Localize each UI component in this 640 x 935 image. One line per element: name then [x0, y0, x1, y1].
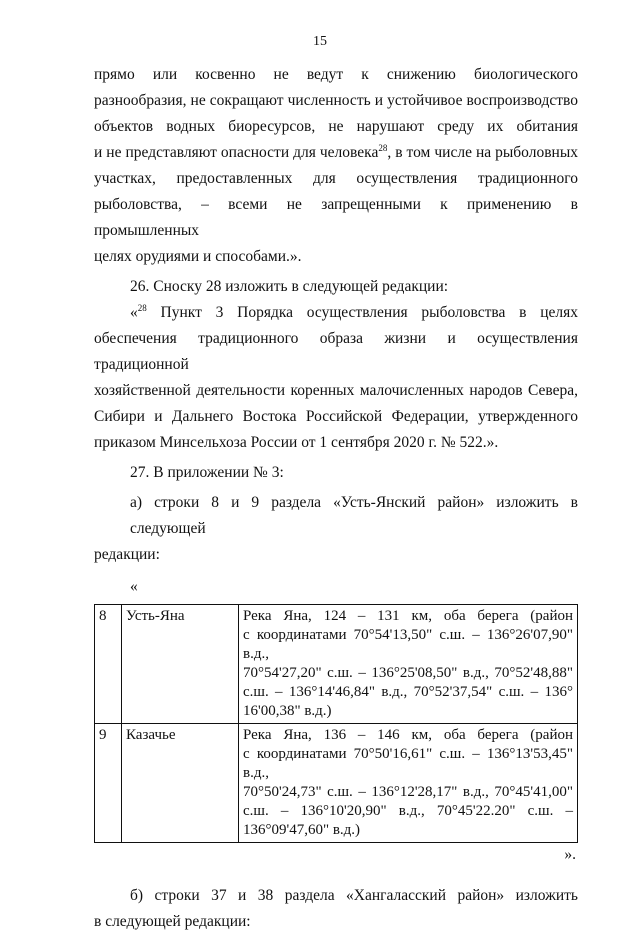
text-line: редакции: [94, 546, 160, 563]
text-line: приказом Минсельхоза России от 1 сентября 2020 г. № 522.». [94, 434, 499, 451]
text-line: с.ш. – 136°14'46,84" в.д., 70°52'37,54" с.ш. – 136° [243, 684, 573, 700]
text-line: 70°50'24,73" с.ш. – 136°12'28,17" в.д., 70°45'41,00" [243, 784, 573, 800]
text-line: целях орудиями и способами.». [94, 248, 302, 265]
text-line: 70°54'27,20" с.ш. – 136°25'08,50" в.д., 70°52'48,88" [243, 665, 573, 681]
text-line: объектов водных биоресурсов, не нарушают среду их обитания [94, 118, 578, 135]
footnote-number: 28 [137, 302, 147, 313]
text-line: Река Яна, 124 – 131 км, оба берега (район [243, 608, 573, 624]
text-line: б) строки 37 и 38 раздела «Хангаласский район» изложить [130, 887, 578, 904]
text-line: участках, предоставленных для осуществления традиционного [94, 170, 578, 187]
text-line: Река Яна, 136 – 146 км, оба берега (район [243, 727, 573, 743]
row-place: Казачье [122, 724, 239, 843]
page-number: 15 [313, 34, 327, 49]
row-place: Усть-Яна [122, 605, 239, 724]
document-body [94, 62, 578, 935]
text-line [94, 300, 578, 326]
closing-quote: ». [564, 846, 576, 863]
text-line: с координатами 70°50'16,61" с.ш. – 136°13'53,45" в.д., [243, 746, 573, 781]
item-27: 27. В приложении № 3: [130, 464, 284, 481]
text-line: разнообразия, не сокращают численность и устойчивое воспроизводство [94, 92, 578, 109]
text-line: 16'00,38" в.д.) [243, 703, 332, 719]
row-description [239, 605, 578, 724]
row-number: 8 [95, 605, 122, 724]
fishing-areas-table [94, 604, 578, 843]
item-27a [94, 490, 578, 568]
text-line: а) строки 8 и 9 раздела «Усть-Янский район» изложить в следующей [130, 494, 578, 537]
spacer [94, 865, 578, 883]
text-line: прямо или косвенно не ведут к снижению биологического [94, 66, 578, 83]
table-row [95, 605, 578, 724]
text-line: в следующей редакции: [94, 913, 251, 930]
text-line-with-footnote [94, 140, 578, 166]
opening-quote: « [130, 578, 138, 595]
quote-mark: « [130, 304, 138, 321]
text-line: с.ш. – 136°10'20,90" в.д., 70°45'22.20" с.ш. – [243, 803, 573, 819]
footnote-ref: 28 [378, 142, 388, 153]
text-line: рыболовства, – всеми не запрещенными к применению в промышленных [94, 196, 578, 239]
text-segment: , в том числе на рыболовных [387, 144, 578, 161]
row-description [239, 724, 578, 843]
text-line: 136°09'47,60" в.д.) [243, 822, 361, 838]
paragraph-continuation [94, 62, 578, 270]
text-segment: Пункт 3 Порядка осуществления рыболовства в целях [146, 304, 578, 321]
text-segment: и не представляют опасности для человека [94, 144, 379, 161]
item-27b [94, 883, 578, 935]
item-26: 26. Сноску 28 изложить в следующей редакции: [130, 278, 449, 295]
table-row [95, 724, 578, 843]
text-line: Сибири и Дальнего Востока Российской Федерации, утвержденного [94, 408, 578, 425]
text-line: хозяйственной деятельности коренных малочисленных народов Севера, [94, 382, 578, 399]
text-line: обеспечения традиционного образа жизни и осуществления традиционной [94, 330, 578, 373]
text-line: с координатами 70°54'13,50" с.ш. – 136°26'07,90" в.д., [243, 627, 573, 662]
row-number: 9 [95, 724, 122, 843]
footnote-text [94, 300, 578, 456]
